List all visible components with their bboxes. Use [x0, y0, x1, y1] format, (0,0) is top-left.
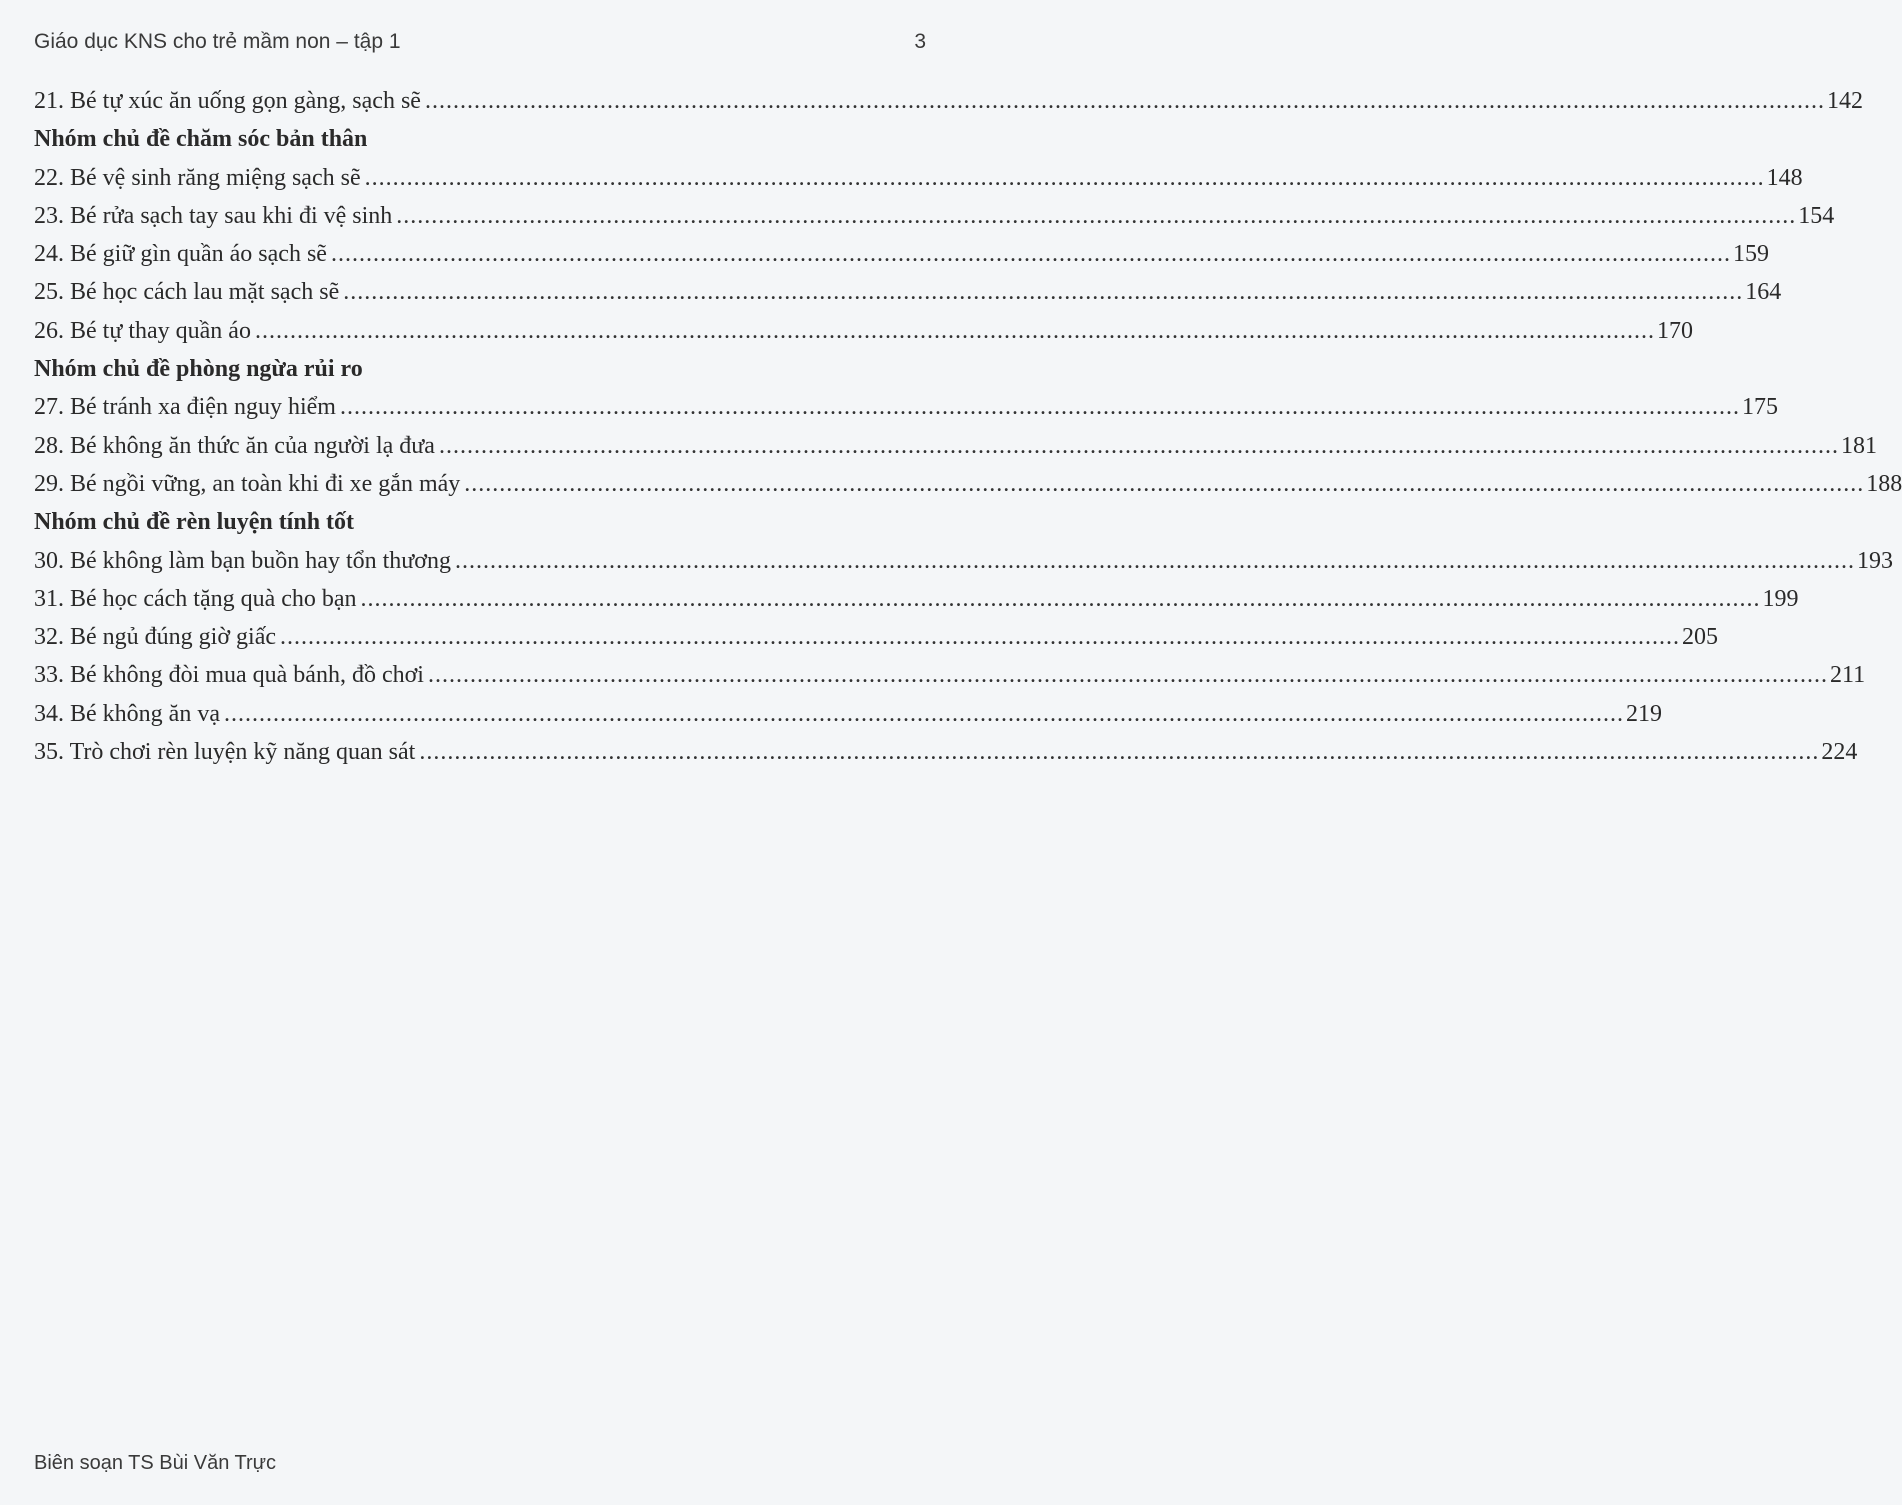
dot-leader: ........................................................................................................................................................................................................ [455, 547, 1855, 574]
table-of-contents [34, 82, 1902, 771]
section-heading-title: Nhóm chủ đề phòng ngừa rủi ro [34, 356, 363, 383]
toc-entry [34, 197, 1835, 235]
book-title: Giáo dục KNS cho trẻ mầm non – tập 1 [34, 30, 401, 53]
toc-entry [34, 273, 1782, 311]
toc-entry-title: 29. Bé ngồi vững, an toàn khi đi xe gắn máy [34, 470, 461, 497]
dot-leader: ........................................................................................................................................................................................................ [223, 700, 1624, 727]
toc-entry-title: 27. Bé tránh xa điện nguy hiểm [34, 394, 336, 421]
toc-entry-page: 159 [1732, 241, 1769, 268]
dot-leader: ........................................................................................................................................................................................................ [396, 202, 1797, 229]
toc-entry-title: 23. Bé rửa sạch tay sau khi đi vệ sinh [34, 202, 393, 229]
toc-entry-page: 193 [1857, 547, 1893, 574]
toc-entry [34, 695, 1662, 733]
dot-leader: ........................................................................................................................................................................................................ [438, 432, 1839, 459]
toc-entry [34, 580, 1799, 618]
dot-leader: ........................................................................................................................................................................................................ [330, 241, 1731, 268]
toc-entry [34, 312, 1693, 350]
toc-entry-title: 30. Bé không làm bạn buồn hay tổn thương [34, 547, 451, 574]
running-header [34, 30, 926, 60]
toc-entry-title: 25. Bé học cách lau mặt sạch sẽ [34, 279, 340, 306]
toc-entry [34, 656, 1866, 694]
dot-leader: ........................................................................................................................................................................................................ [360, 585, 1761, 612]
toc-section-heading [34, 120, 926, 158]
toc-entry-title: 28. Bé không ăn thức ăn của người lạ đưa [34, 432, 435, 459]
toc-entry-page: 148 [1766, 164, 1803, 191]
toc-entry [34, 388, 1778, 426]
toc-entry-page: 211 [1829, 662, 1866, 689]
toc-entry [34, 542, 1893, 580]
toc-entry [34, 427, 1877, 465]
dot-leader: ........................................................................................................................................................................................................ [343, 279, 1744, 306]
dot-leader: ........................................................................................................................................................................................................ [364, 164, 1765, 191]
page-number: 3 [914, 30, 926, 53]
toc-entry-page: 164 [1745, 279, 1782, 306]
toc-entry-title: 24. Bé giữ gìn quần áo sạch sẽ [34, 241, 327, 268]
dot-leader: ........................................................................................................................................................................................................ [427, 662, 1828, 689]
toc-entry-page: 170 [1656, 317, 1693, 344]
toc-entry-title: 32. Bé ngủ đúng giờ giấc [34, 624, 276, 651]
toc-entry [34, 465, 1902, 503]
toc-section-heading [34, 503, 926, 541]
toc-entry-page: 142 [1826, 88, 1863, 114]
section-heading-title: Nhóm chủ đề rèn luyện tính tốt [34, 509, 355, 536]
toc-entry-page: 224 [1821, 739, 1858, 766]
toc-section-heading [34, 350, 926, 388]
toc-entry-title: 34. Bé không ăn vạ [34, 700, 220, 727]
toc-entry-title: 33. Bé không đòi mua quà bánh, đồ chơi [34, 662, 424, 689]
toc-entry [34, 618, 1718, 656]
author-credit: Biên soạn TS Bùi Văn Trực [34, 1452, 277, 1474]
toc-entry-title: 35. Trò chơi rèn luyện kỹ năng quan sát [34, 739, 416, 766]
dot-leader: ........................................................................................................................................................................................................ [339, 394, 1740, 421]
dot-leader: ........................................................................................................................................................................................................ [419, 739, 1820, 766]
dot-leader: ........................................................................................................................................................................................................ [424, 88, 1825, 114]
dot-leader: ........................................................................................................................................................................................................ [254, 317, 1655, 344]
toc-entry-page: 181 [1840, 432, 1877, 459]
toc-entry [34, 82, 1863, 120]
toc-entry [34, 235, 1769, 273]
toc-entry-title: 26. Bé tự thay quần áo [34, 317, 251, 344]
toc-entry [34, 159, 1803, 197]
toc-entry-title: 21. Bé tự xúc ăn uống gọn gàng, sạch sẽ [34, 88, 421, 114]
toc-entry-page: 175 [1741, 394, 1778, 421]
section-heading-title: Nhóm chủ đề chăm sóc bản thân [34, 126, 368, 153]
toc-entry-page: 205 [1682, 624, 1718, 651]
dot-leader: ........................................................................................................................................................................................................ [280, 624, 1680, 651]
toc-entry-page: 199 [1762, 585, 1799, 612]
toc-entry [34, 733, 1858, 771]
toc-entry-page: 154 [1798, 202, 1835, 229]
toc-entry-page: 188 [1866, 470, 1902, 497]
toc-entry-page: 219 [1625, 700, 1662, 727]
toc-entry-title: 22. Bé vệ sinh răng miệng sạch sẽ [34, 164, 361, 191]
dot-leader: ........................................................................................................................................................................................................ [464, 470, 1865, 497]
toc-entry-title: 31. Bé học cách tặng quà cho bạn [34, 585, 357, 612]
